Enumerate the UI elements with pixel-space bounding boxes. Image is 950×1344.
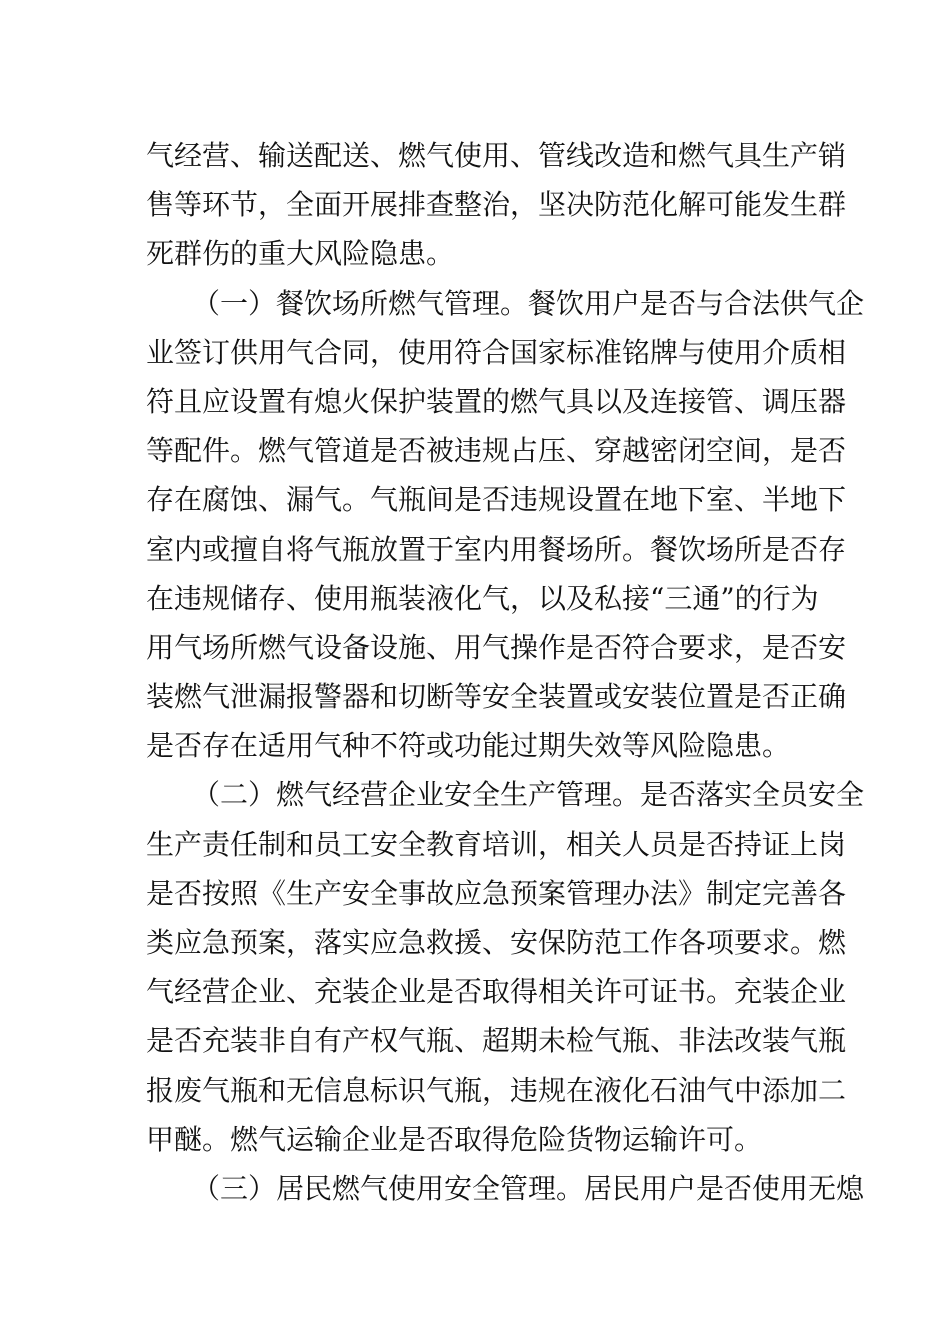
text-line: 死群伤的重大风险隐患。 xyxy=(146,237,455,271)
body-text xyxy=(146,131,865,1213)
text-line: 生产责任制和员工安全教育培训，相关人员是否持证上岗 xyxy=(146,827,847,861)
text-line: 报废气瓶和无信息标识气瓶，违规在液化石油气中添加二 xyxy=(146,1073,847,1107)
text-line: 气经营、输送配送、燃气使用、管线改造和燃气具生产销 xyxy=(146,139,847,172)
text-line: 在违规储存、使用瓶装液化气，以及私接“三通”的行为 xyxy=(146,581,819,615)
text-line: 符且应设置有熄火保护装置的燃气具以及连接管、调压器 xyxy=(146,384,847,418)
paragraph-heading-line: （二）燃气经营企业安全生产管理。是否落实全员安全 xyxy=(192,778,865,812)
text-line: 类应急预案，落实应急救援、安保防范工作各项要求。燃 xyxy=(146,926,847,959)
text-line: 装燃气泄漏报警器和切断等安全装置或安装位置是否正确 xyxy=(146,680,847,714)
text-line: 是否存在适用气种不符或功能过期失效等风险隐患。 xyxy=(146,729,791,763)
paragraph-heading-line: （一）餐饮场所燃气管理。餐饮用户是否与合法供气企 xyxy=(192,286,865,320)
text-line: 业签订供用气合同，使用符合国家标准铭牌与使用介质相 xyxy=(146,335,847,369)
text-line: 是否充装非自有产权气瓶、超期未检气瓶、非法改装气瓶 xyxy=(146,1024,847,1058)
text-line: 是否按照《生产安全事故应急预案管理办法》制定完善各 xyxy=(146,876,847,910)
text-line: 用气场所燃气设备设施、用气操作是否符合要求，是否安 xyxy=(146,630,847,664)
text-line: 甲醚。燃气运输企业是否取得危险货物运输许可。 xyxy=(146,1122,763,1156)
paragraph-heading-line: （三）居民燃气使用安全管理。居民用户是否使用无熄 xyxy=(192,1171,865,1205)
text-line: 售等环节，全面开展排查整治，坚决防范化解可能发生群 xyxy=(146,188,847,222)
text-line: 等配件。燃气管道是否被违规占压、穿越密闭空间，是否 xyxy=(146,434,847,468)
text-line: 室内或擅自将气瓶放置于室内用餐场所。餐饮场所是否存 xyxy=(146,532,847,566)
text-line: 气经营企业、充装企业是否取得相关许可证书。充装企业 xyxy=(146,975,847,1009)
text-line: 存在腐蚀、漏气。气瓶间是否违规设置在地下室、半地下 xyxy=(146,483,847,517)
